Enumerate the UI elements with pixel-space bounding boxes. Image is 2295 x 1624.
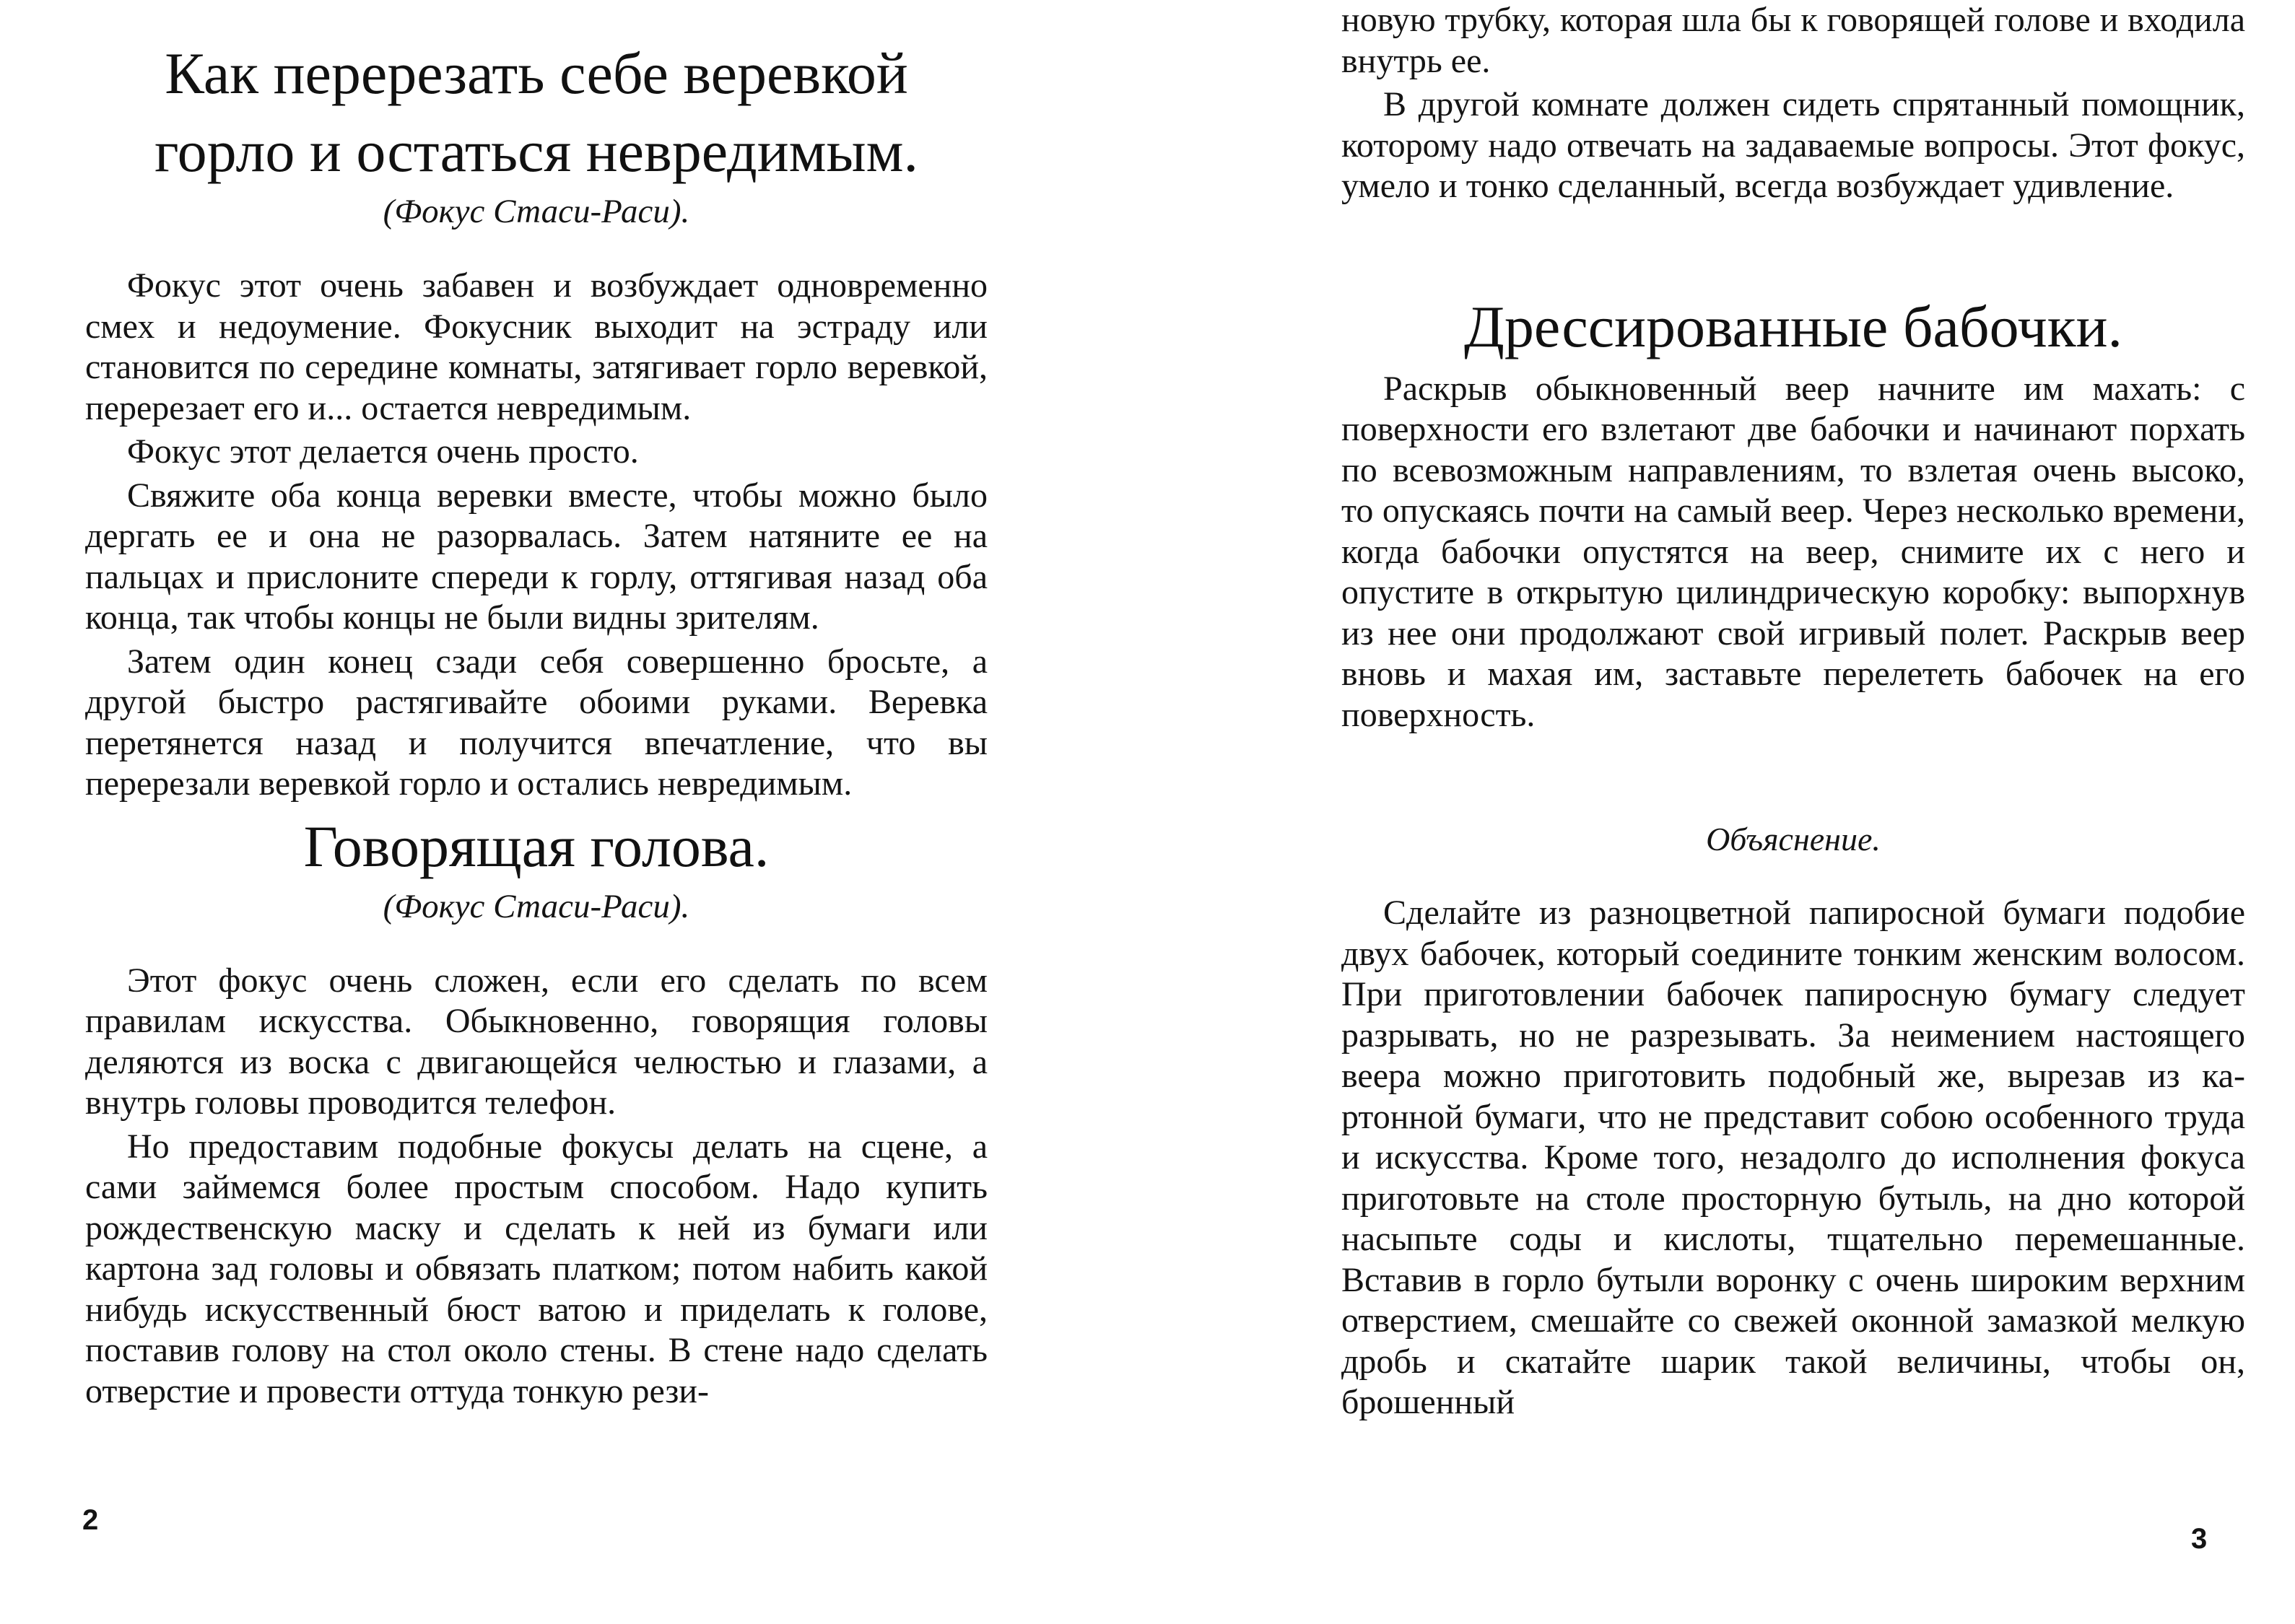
explanation-heading: Объяснение. bbox=[1706, 821, 1881, 857]
paragraph: В другой комнате должен сидеть спрятанный помощник, которому надо отвечать на задаваемые вопросы. Этот фокус, умело и тонко сделанный, всегда возбуждает удивление. bbox=[1341, 85, 2245, 205]
title-line: горло и остаться невредимым. bbox=[154, 118, 918, 184]
right-column bbox=[1341, 0, 2245, 1426]
right-page bbox=[1141, 0, 2295, 1624]
title-line: Как перерезать себе веревкой bbox=[165, 40, 908, 106]
paragraph: Затем один конец сзади себя совершенно бросьте, а другой быстро растягивайте обоими руками. Веревка перетянется назад и получится впечатление, что вы перерезали веревкой горло и остались невредимым. bbox=[85, 642, 988, 803]
paragraph: Свяжите оба конца веревки вместе, чтобы можно было дергать ее и она не разорвалась. Затем натяните ее на пальцах и прислоните спереди к горлу, оттягивая назад оба конца, так чтобы концы не были видны зрителям. bbox=[85, 476, 988, 637]
page-number: 3 bbox=[2191, 1523, 2208, 1555]
left-page bbox=[0, 0, 1141, 1624]
section-title-talking-head: Говорящая голова. bbox=[303, 813, 770, 879]
paragraph: новую трубку, которая шла бы к говорящей голове и входила внутрь ее. bbox=[1341, 1, 2245, 80]
spacer bbox=[1341, 860, 2245, 893]
section-subtitle: (Фокус Стаси-Раси). bbox=[383, 887, 690, 925]
left-column bbox=[85, 35, 988, 1415]
paragraph: Фокус этот делается очень просто. bbox=[127, 432, 639, 471]
paragraph: Фокус этот очень забавен и возбуждает одновременно смех и недоумение. Фокусник выходит на эстраду или становится по середине комнаты, затягивает горло веревкой, перерезает его и... остается невредимым. bbox=[85, 266, 988, 427]
section-title-rope bbox=[85, 35, 988, 191]
section-subtitle: (Фокус Стаси-Раси). bbox=[383, 193, 690, 230]
paragraph: Раскрыв обыкновенный веер начните им махать: с поверхности его взлетают две бабочки и начинают порхать по всевозможным направлениям, то взлетая очень высоко, то опускаясь почти на самый веер. Через несколько времени, когда бабочки опустятся на веер, снимите их с него и опустите в открытую цилиндрическую коробку: выпорхнув из нее они продолжают свой игривый полет. Раскрыв веер вновь и махая им, заставьте перелететь бабочек на его поверхность. bbox=[1341, 369, 2245, 734]
page-number: 2 bbox=[82, 1504, 99, 1536]
paragraph: Этот фокус очень сложен, если его сделать по всем правилам искусства. Обыкновенно, говорящия головы деляются из воска с двигающейся челюстью и глазами, а внутрь головы проводится телефон. bbox=[85, 961, 988, 1122]
paragraph: Сделайте из разноцветной папиросной бумаги подобие двух бабочек, который соедините тонким женским волосом. При приготовлении бабочек папиросную бумагу следует разрывать, но не разрезывать. За неимением настоящего веера можно приготовить подобный же, вырезав из ка-ртонной бумаги, что не представит собою особенного труда и искусства. Кроме того, незадолго до исполнения фокуса приготовьте на столе просторную бутыль, на дно которой насыпьте соды и кислоты, тщательно перемешанные. Вставив в горло бутыли воронку с очень широким верхним отверстием, смешайте со свежей оконной замазкой мелкую дробь и скатайте шарик такой величины, чтобы он, брошенный bbox=[1341, 894, 2245, 1421]
spacer bbox=[1341, 738, 2245, 819]
section-title-butterflies: Дрессированные бабочки. bbox=[1463, 293, 2122, 359]
paragraph: Но предоставим подобные фокусы делать на сцене, а сами займемся более простым способом. Надо купить рождественскую маску и сделать к ней из бумаги или картона зад головы и обвязать платком; потом набить какой нибудь искусственный бюст ватою и приделать к голове, поставив голову на стол около стены. В стене надо сделать отверстие и провести оттуда тонкую рези- bbox=[85, 1127, 988, 1410]
spacer bbox=[1341, 210, 2245, 288]
